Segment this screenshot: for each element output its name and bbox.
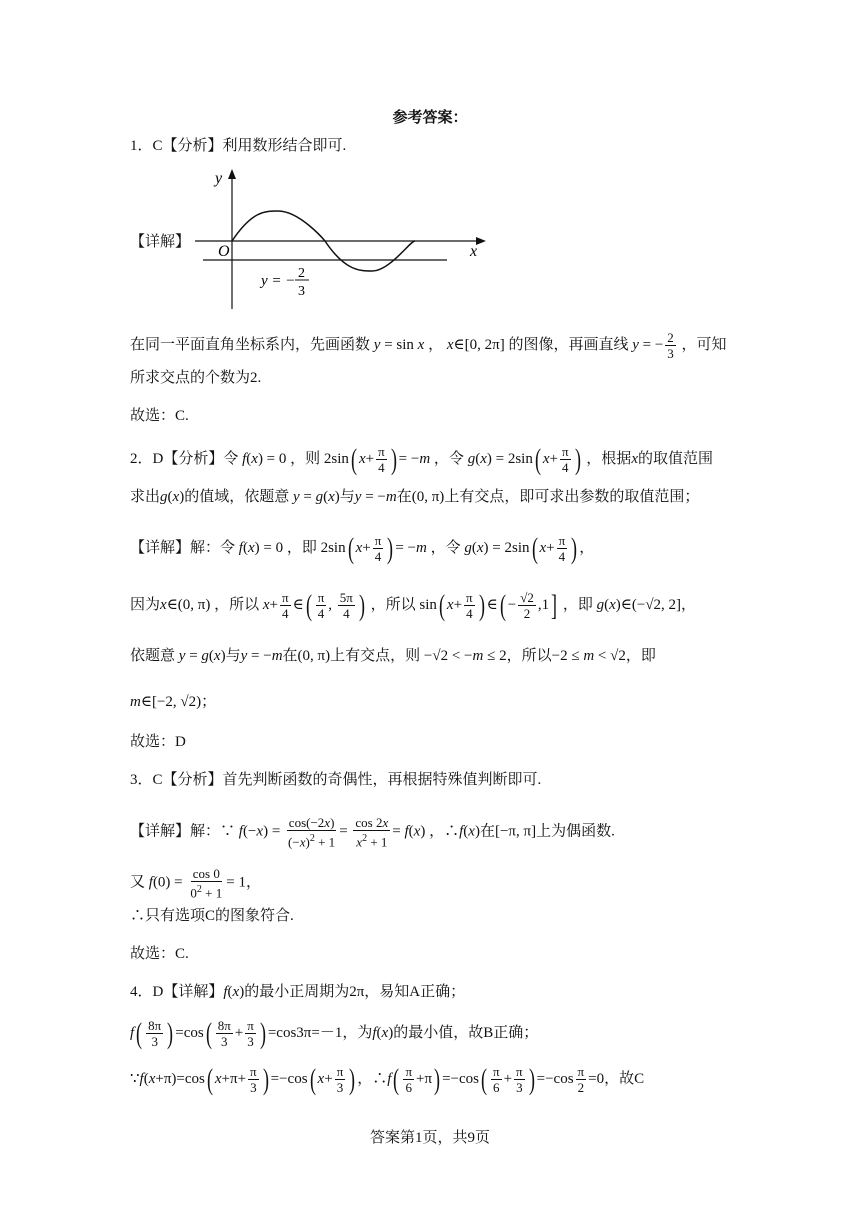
line-label-num: 2	[298, 266, 305, 281]
q3-detail-line1: 【详解】解：∵ f(−x) = $\frac{\cos(-2x)}{(-x)^2 + 1}$ = $\frac{\cos 2x}{x^2 + 1}$ = f(x) ，∴f(x)在[−π, π]上为偶函数.	[130, 815, 615, 850]
q1-detail-tag: 【详解】	[130, 234, 191, 250]
q4-line2: f( $\frac{8\pi}{3}$ ) =cos( $\frac{8\pi}{3}$ + $\frac{\pi}{3}$ ) =cos3π=－1，为f(x)的最小值，故B正确；	[130, 1016, 539, 1050]
q2-detail-line3: 依题意 y = g(x)与y = −m在(0, π)上有交点，则 −√2 < −m ≤ 2，所以−2 ≤ m < √2，即	[130, 648, 656, 664]
sine-graph	[185, 167, 490, 312]
q3-conclusion: 故选：C.	[130, 946, 189, 962]
y-axis-label: y	[215, 170, 223, 187]
q2-detail-line2: 因为x∈(0, π) ，所以 x+ $\frac{\pi}{4}$ ∈( $\frac{\pi}{4}$ , $\frac{5\pi}{4}$ ) ，所以 sin( x+ $\frac{\pi}{4}$ ) ∈( − $\frac{√2}{2}$ ,1] ，即 g(x)∈(−√2, 2]，	[130, 588, 697, 622]
line-label: y = −	[261, 273, 296, 289]
q3-detail-line3: ∴只有选项C的图象符合.	[130, 908, 294, 924]
line-label-den: 3	[298, 284, 305, 299]
q1-head: 1．C【分析】利用数形结合即可.	[130, 138, 347, 154]
q3-detail-line2: 又 f(0) = $\frac{\cos 0}{0^2 + 1}$ = 1，	[130, 866, 261, 901]
graph-axes	[195, 169, 486, 309]
q3-head: 3．C【分析】首先判断函数的奇偶性，再根据特殊值判断即可.	[130, 772, 542, 788]
origin-label: O	[218, 243, 230, 260]
x-axis-label: x	[470, 243, 478, 260]
q2-head-line: 2．D【分析】令 f(x) = 0 ，则 2sin( x+ $\frac{\pi}{4}$ ) = −m ，令 g(x) = 2sin( x+ $\frac{\pi}{4}$ ) ，根据x的取值范围	[130, 442, 713, 476]
q2-head-line2: 求出g(x)的值域，依题意 y = g(x)与y = −m在(0, π)上有交点，即可求出参数的取值范围；	[130, 489, 700, 505]
q1-text-line1: 在同一平面直角坐标系内，先画函数 y = sin x ， x∈[0, 2π] 的图像，再画直线 y = − $\frac{2}{3}$ ，可知	[130, 330, 727, 361]
page-footer: 答案第1页，共9页	[369, 1130, 490, 1146]
q2-conclusion: 故选：D	[130, 734, 186, 750]
q4-line3: ∵f(x+π)=cos( x+π+ $\frac{\pi}{3}$ ) =−cos( x+ $\frac{\pi}{3}$ ) ，∴f( $\frac{\pi}{6}$ +π) =−cos( $\frac{\pi}{6}$ + $\frac{\pi}{3}$ ) =−cos $\frac{\pi}{2}$ =0，故C	[130, 1062, 645, 1096]
q2-detail-line1: 【详解】解：令 f(x) = 0 ，即 2sin( x+ $\frac{\pi}{4}$ ) = −m ，令 g(x) = 2sin( x+ $\frac{\pi}{4}$ ) ，	[130, 531, 595, 565]
q4-head: 4．D【详解】f(x)的最小正周期为2π，易知A正确；	[130, 984, 466, 1000]
q2-detail-line4: m∈[−2, √2)；	[130, 694, 217, 710]
q1-text-line2: 所求交点的个数为2.	[130, 370, 262, 386]
q1-conclusion: 故选：C.	[130, 408, 189, 424]
page-title: 参考答案：	[392, 110, 468, 126]
